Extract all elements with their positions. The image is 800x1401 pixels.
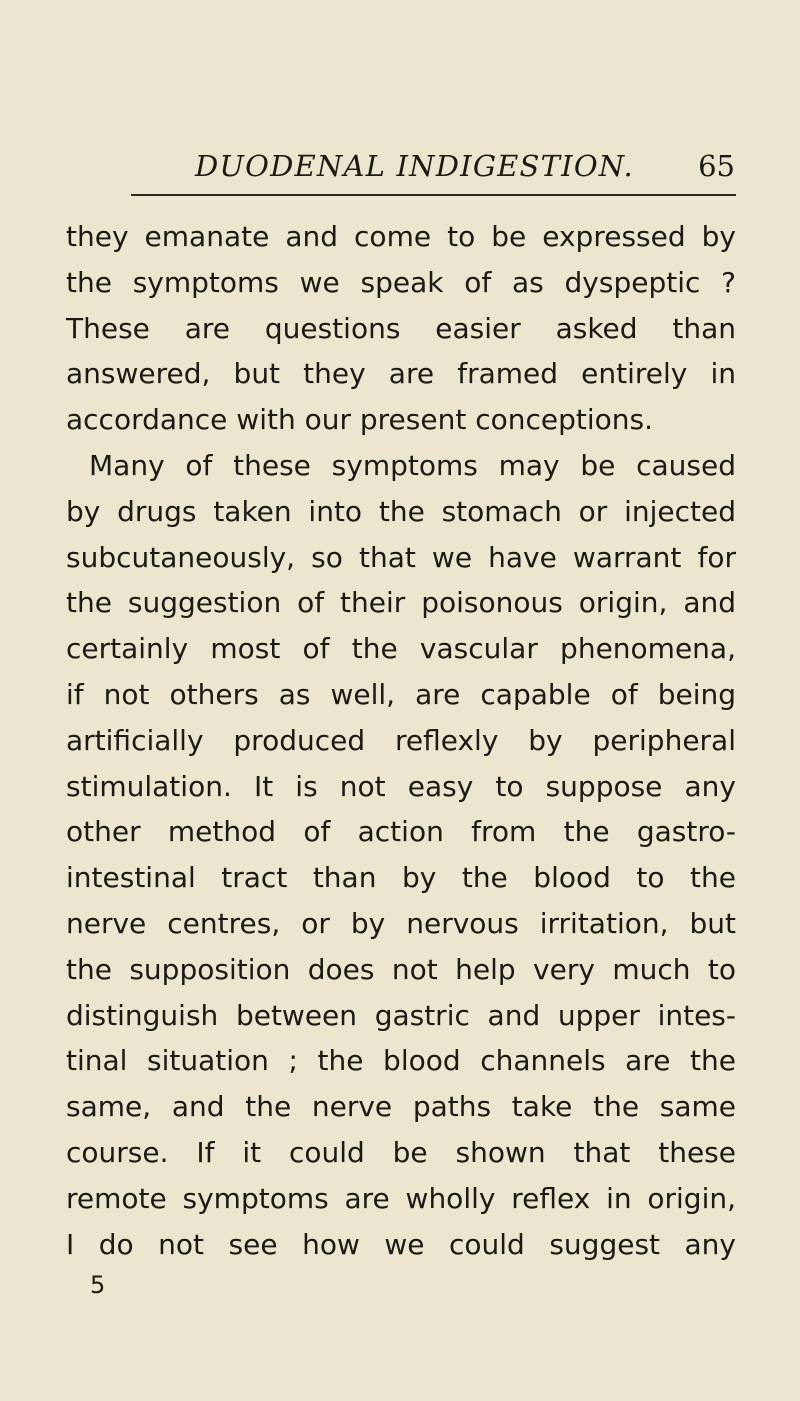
text-line: course. If it could be shown that these	[66, 1135, 736, 1169]
text-line: other method of action from the gastro-	[66, 815, 736, 849]
signature-mark: 5	[90, 1271, 106, 1299]
text-line: the supposition does not help very much to	[66, 952, 736, 986]
text-line: the suggestion of their poisonous origin, and	[66, 586, 736, 620]
running-head	[195, 146, 735, 190]
text-line: nerve centres, or by nervous irritation, but	[66, 906, 736, 940]
page-number: 65	[698, 149, 735, 183]
text-line: These are questions easier asked than	[66, 311, 736, 345]
text-line: if not others as well, are capable of being	[66, 677, 736, 711]
text-line: remote symptoms are wholly reflex in origin,	[66, 1181, 736, 1215]
header-rule	[131, 194, 736, 196]
text-line: tinal situation ; the blood channels are the	[66, 1044, 736, 1078]
text-line: by drugs taken into the stomach or injected	[66, 494, 736, 528]
text-line: accordance with our present conceptions.	[66, 403, 654, 437]
text-line: artificially produced reflexly by peripheral	[66, 723, 736, 757]
text-line: I do not see how we could suggest any	[66, 1227, 736, 1261]
body-text	[66, 214, 736, 1267]
text-line: stimulation. It is not easy to suppose any	[66, 769, 736, 803]
running-title: DUODENAL INDIGESTION.	[195, 149, 634, 183]
text-line: they emanate and come to be expressed by	[66, 220, 736, 253]
text-line: the symptoms we speak of as dyspeptic ?	[66, 265, 736, 299]
text-line: intestinal tract than by the blood to the	[66, 861, 736, 895]
text-line: distinguish between gastric and upper intes-	[66, 998, 736, 1032]
text-line: Many of these symptoms may be caused	[89, 448, 736, 482]
text-line: subcutaneously, so that we have warrant for	[66, 540, 736, 574]
text-line: answered, but they are framed entirely in	[66, 357, 736, 391]
text-line: same, and the nerve paths take the same	[66, 1090, 736, 1124]
text-line: certainly most of the vascular phenomena,	[66, 632, 736, 666]
